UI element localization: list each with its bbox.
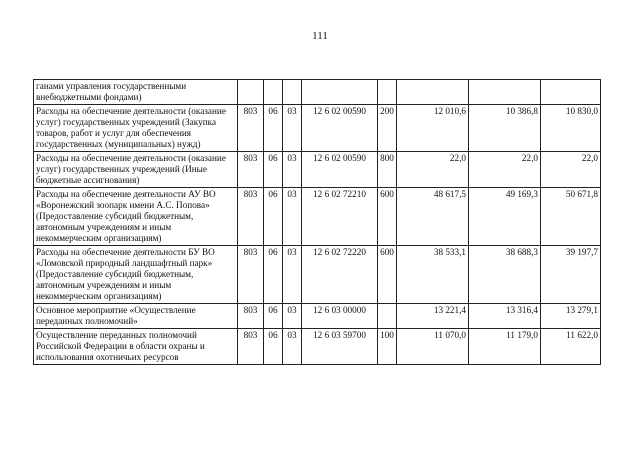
cell-expense-name: Расходы на обеспечение деятельности (оказание услуг) государственных учреждений (Иные бюджетные ассигнования) <box>34 152 238 188</box>
cell-section-code: 06 <box>264 152 283 188</box>
cell-section-code <box>264 80 283 105</box>
cell-section-code: 06 <box>264 246 283 304</box>
cell-amount-year-3: 13 279,1 <box>541 304 601 329</box>
cell-expense-type <box>378 304 397 329</box>
cell-amount-year-3: 11 622,0 <box>541 329 601 365</box>
cell-amount-year-1 <box>397 80 469 105</box>
cell-expense-type: 100 <box>378 329 397 365</box>
page-number: 111 <box>312 30 328 42</box>
table-row <box>34 246 601 304</box>
cell-amount-year-1: 13 221,4 <box>397 304 469 329</box>
cell-amount-year-3: 39 197,7 <box>541 246 601 304</box>
cell-expense-name: Расходы на обеспечение деятельности БУ ВО «Ломовской природный ландшафтный парк» (Предоставление субсидий бюджетным, автономным учреждениям и иным некоммерческим организациям) <box>34 246 238 304</box>
cell-expense-name: Расходы на обеспечение деятельности (оказание услуг) государственных учреждений (Закупка товаров, работ и услуг для обеспечения государственных (муниципальных) нужд) <box>34 105 238 152</box>
cell-department-code: 803 <box>238 304 264 329</box>
cell-amount-year-2: 11 179,0 <box>469 329 541 365</box>
table-row <box>34 304 601 329</box>
cell-target-article <box>302 80 378 105</box>
budget-table-body <box>34 80 601 365</box>
table-row <box>34 152 601 188</box>
table-row <box>34 329 601 365</box>
cell-target-article: 12 6 03 59700 <box>302 329 378 365</box>
cell-expense-type: 600 <box>378 246 397 304</box>
cell-amount-year-3: 50 671,8 <box>541 188 601 246</box>
cell-expense-name: Осуществление переданных полномочий Российской Федерации в области охраны и использования охотничьих ресурсов <box>34 329 238 365</box>
cell-subsection-code: 03 <box>283 152 302 188</box>
cell-amount-year-1: 22,0 <box>397 152 469 188</box>
cell-target-article: 12 6 02 72210 <box>302 188 378 246</box>
cell-expense-type: 600 <box>378 188 397 246</box>
cell-department-code <box>238 80 264 105</box>
budget-table <box>33 79 601 365</box>
cell-expense-type: 200 <box>378 105 397 152</box>
cell-department-code: 803 <box>238 105 264 152</box>
cell-subsection-code: 03 <box>283 105 302 152</box>
cell-amount-year-2: 10 386,8 <box>469 105 541 152</box>
table-row <box>34 80 601 105</box>
cell-amount-year-1: 48 617,5 <box>397 188 469 246</box>
cell-amount-year-2: 22,0 <box>469 152 541 188</box>
cell-department-code: 803 <box>238 188 264 246</box>
cell-subsection-code: 03 <box>283 188 302 246</box>
cell-department-code: 803 <box>238 246 264 304</box>
cell-expense-name: ганами управления государственными внебюджетными фондами) <box>34 80 238 105</box>
cell-department-code: 803 <box>238 152 264 188</box>
cell-subsection-code: 03 <box>283 304 302 329</box>
table-row <box>34 188 601 246</box>
cell-section-code: 06 <box>264 329 283 365</box>
cell-expense-name: Основное мероприятие «Осуществление переданных полномочий» <box>34 304 238 329</box>
cell-amount-year-2: 13 316,4 <box>469 304 541 329</box>
cell-expense-name: Расходы на обеспечение деятельности АУ ВО «Воронежский зоопарк имени А.С. Попова» (Предоставление субсидий бюджетным, автономным учреждениям и иным некоммерческим организациям) <box>34 188 238 246</box>
cell-section-code: 06 <box>264 105 283 152</box>
cell-section-code: 06 <box>264 304 283 329</box>
cell-amount-year-1: 11 070,0 <box>397 329 469 365</box>
cell-amount-year-3: 10 830,0 <box>541 105 601 152</box>
cell-amount-year-2 <box>469 80 541 105</box>
table-row <box>34 105 601 152</box>
cell-amount-year-3 <box>541 80 601 105</box>
cell-target-article: 12 6 03 00000 <box>302 304 378 329</box>
cell-amount-year-2: 49 169,3 <box>469 188 541 246</box>
cell-section-code: 06 <box>264 188 283 246</box>
cell-department-code: 803 <box>238 329 264 365</box>
cell-amount-year-1: 38 533,1 <box>397 246 469 304</box>
cell-amount-year-1: 12 010,6 <box>397 105 469 152</box>
cell-amount-year-3: 22,0 <box>541 152 601 188</box>
cell-subsection-code: 03 <box>283 329 302 365</box>
cell-target-article: 12 6 02 00590 <box>302 105 378 152</box>
cell-expense-type <box>378 80 397 105</box>
cell-subsection-code: 03 <box>283 246 302 304</box>
cell-subsection-code <box>283 80 302 105</box>
cell-target-article: 12 6 02 72220 <box>302 246 378 304</box>
cell-target-article: 12 6 02 00590 <box>302 152 378 188</box>
cell-amount-year-2: 38 688,3 <box>469 246 541 304</box>
cell-expense-type: 800 <box>378 152 397 188</box>
